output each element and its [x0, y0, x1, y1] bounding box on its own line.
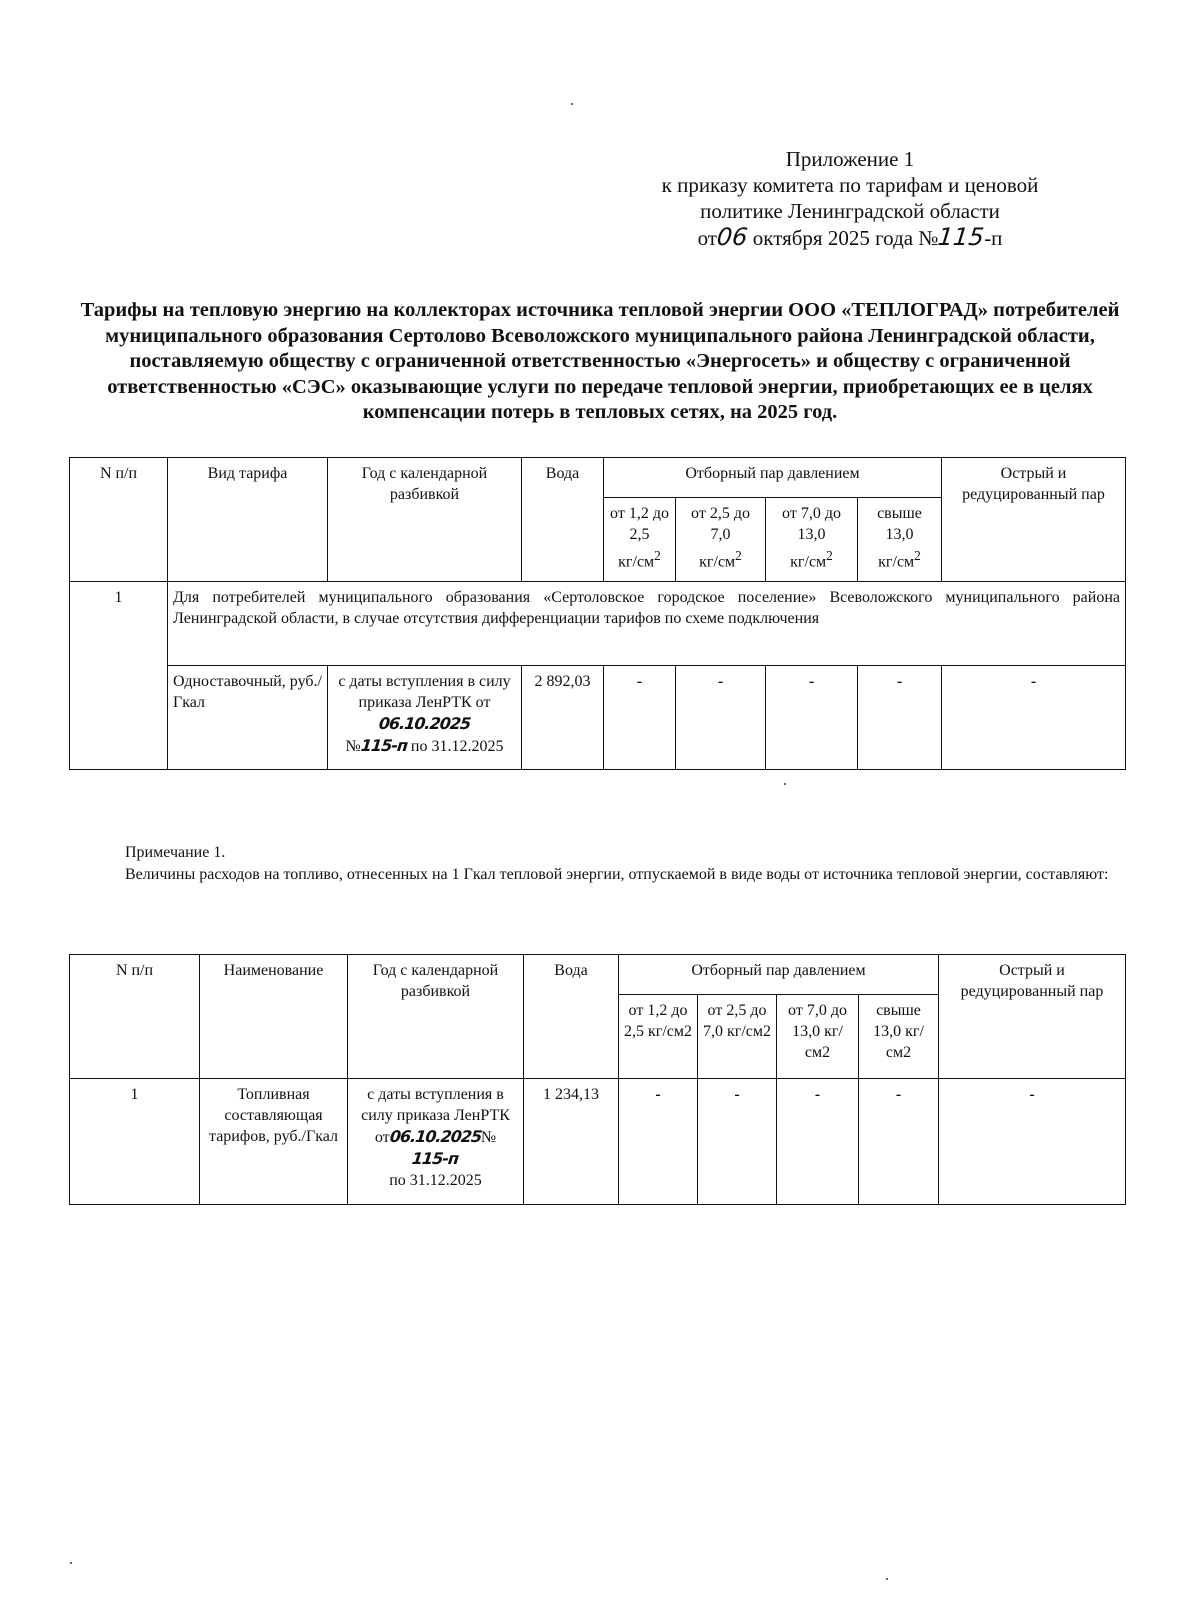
- table-header-row: [70, 458, 1126, 498]
- header-type: Вид тарифа: [168, 458, 328, 582]
- note-text: Величины расходов на топливо, отнесенных на 1 Гкал тепловой энергии, отпускаемой в виде воды от источника тепловой энергии, составляют:: [125, 866, 1109, 883]
- header-name: Наименование: [200, 955, 348, 1079]
- header-water: Вода: [522, 458, 604, 582]
- table-row: [70, 582, 1126, 666]
- annex-date-middle: октября 2025 года №: [752, 226, 939, 250]
- handwritten-day: 06: [715, 223, 749, 251]
- annex-date-prefix: от: [697, 226, 717, 250]
- header-year: Год с календарной разбивкой: [328, 458, 522, 582]
- header-steam-2: от 2,5 до 7,0 кг/см2: [698, 995, 777, 1079]
- handwritten-number: 115-п: [359, 736, 408, 755]
- header-steam-4: свыше 13,0 кг/см2: [859, 995, 939, 1079]
- annex-line-1: Приложение 1: [785, 147, 915, 171]
- header-steam-1: от 1,2 до 2,5 кг/см2: [619, 995, 698, 1079]
- table-row: [70, 1079, 1126, 1205]
- fuel-period: с даты вступления в силу приказа ЛенРТК от06.10.2025№115-п по 31.12.2025: [348, 1079, 524, 1205]
- header-num: N п/п: [70, 955, 200, 1079]
- handwritten-date: 06.10.2025: [388, 1127, 482, 1146]
- sharp-steam-value: -: [939, 1079, 1126, 1205]
- header-steam-1: от 1,2 до 2,5 $кг/см^2$: [604, 498, 676, 582]
- scan-speck: [571, 103, 573, 105]
- header-steam-4: свыше 13,0 $кг/см^2$: [858, 498, 942, 582]
- annex-line-4: [600, 224, 1100, 251]
- steam-3-value: -: [777, 1079, 859, 1205]
- fuel-water-value: 1 234,13: [524, 1079, 619, 1205]
- annex-header: [600, 146, 1100, 251]
- header-steam-group: Отборный пар давлением: [604, 458, 942, 498]
- handwritten-number: 115-п: [411, 1149, 460, 1168]
- table-row: [70, 666, 1126, 770]
- steam-3-value: -: [766, 666, 858, 770]
- header-steam-2: от 2,5 до 7,0 $кг/см^2$: [676, 498, 766, 582]
- handwritten-date: 06.10.2025: [377, 714, 472, 733]
- scan-speck: [784, 783, 786, 785]
- header-steam-3: от 7,0 до 13,0 $кг/см^2$: [766, 498, 858, 582]
- annex-line-2: к приказу комитета по тарифам и ценовой: [661, 173, 1039, 197]
- note-block: [69, 842, 1125, 886]
- steam-4-value: -: [859, 1079, 939, 1205]
- header-num: N п/п: [70, 458, 168, 582]
- row-num: 1: [70, 582, 168, 770]
- row-group-text: Для потребителей муниципального образования «Сертоловское городское поселение» Всеволожского муниципального района Ленинградской области, в случае отсутствия дифференциации тарифов по схеме подключения: [168, 582, 1126, 666]
- tariff-period: с даты вступления в силу приказа ЛенРТК от06.10.2025 №115-п по 31.12.2025: [328, 666, 522, 770]
- scan-speck: [70, 1562, 72, 1564]
- fuel-component-table: [69, 954, 1126, 1205]
- header-year: Год с календарной разбивкой: [348, 955, 524, 1079]
- steam-2-value: -: [676, 666, 766, 770]
- table-header-row: [70, 955, 1126, 995]
- tariff-table: [69, 457, 1126, 770]
- annex-line-3: политике Ленинградской области: [700, 199, 1000, 223]
- tariff-type: Одноставочный, руб./Гкал: [168, 666, 328, 770]
- steam-1-value: -: [619, 1079, 698, 1205]
- row-num: 1: [70, 1079, 200, 1205]
- document-title: Тарифы на тепловую энергию на коллекторах источника тепловой энергии ООО «ТЕПЛОГРАД» потребителей муниципального образования Сертолово Всеволожского муниципального района Ленинградской области, поставляемую обществу с ограниченной ответственностью «Энергосеть» и обществу с ограниченной ответственностью «СЭС» оказывающие услуги по передаче тепловой энергии, приобретающих ее в целях компенсации потерь в тепловых сетях, на 2025 год.: [80, 299, 1120, 423]
- tariff-water-value: 2 892,03: [522, 666, 604, 770]
- steam-1-value: -: [604, 666, 676, 770]
- fuel-name: Топливная составляющая тарифов, руб./Гкал: [200, 1079, 348, 1205]
- scan-speck: [886, 1578, 888, 1580]
- header-sharp-steam: Острый и редуцированный пар: [942, 458, 1126, 582]
- steam-4-value: -: [858, 666, 942, 770]
- header-sharp-steam: Острый и редуцированный пар: [939, 955, 1126, 1079]
- annex-date-suffix: -п: [984, 226, 1003, 250]
- note-heading: Примечание 1.: [125, 844, 226, 861]
- steam-2-value: -: [698, 1079, 777, 1205]
- handwritten-order-number: 115: [936, 223, 986, 251]
- header-steam-3: от 7,0 до 13,0 кг/см2: [777, 995, 859, 1079]
- header-steam-group: Отборный пар давлением: [619, 955, 939, 995]
- sharp-steam-value: -: [942, 666, 1126, 770]
- header-water: Вода: [524, 955, 619, 1079]
